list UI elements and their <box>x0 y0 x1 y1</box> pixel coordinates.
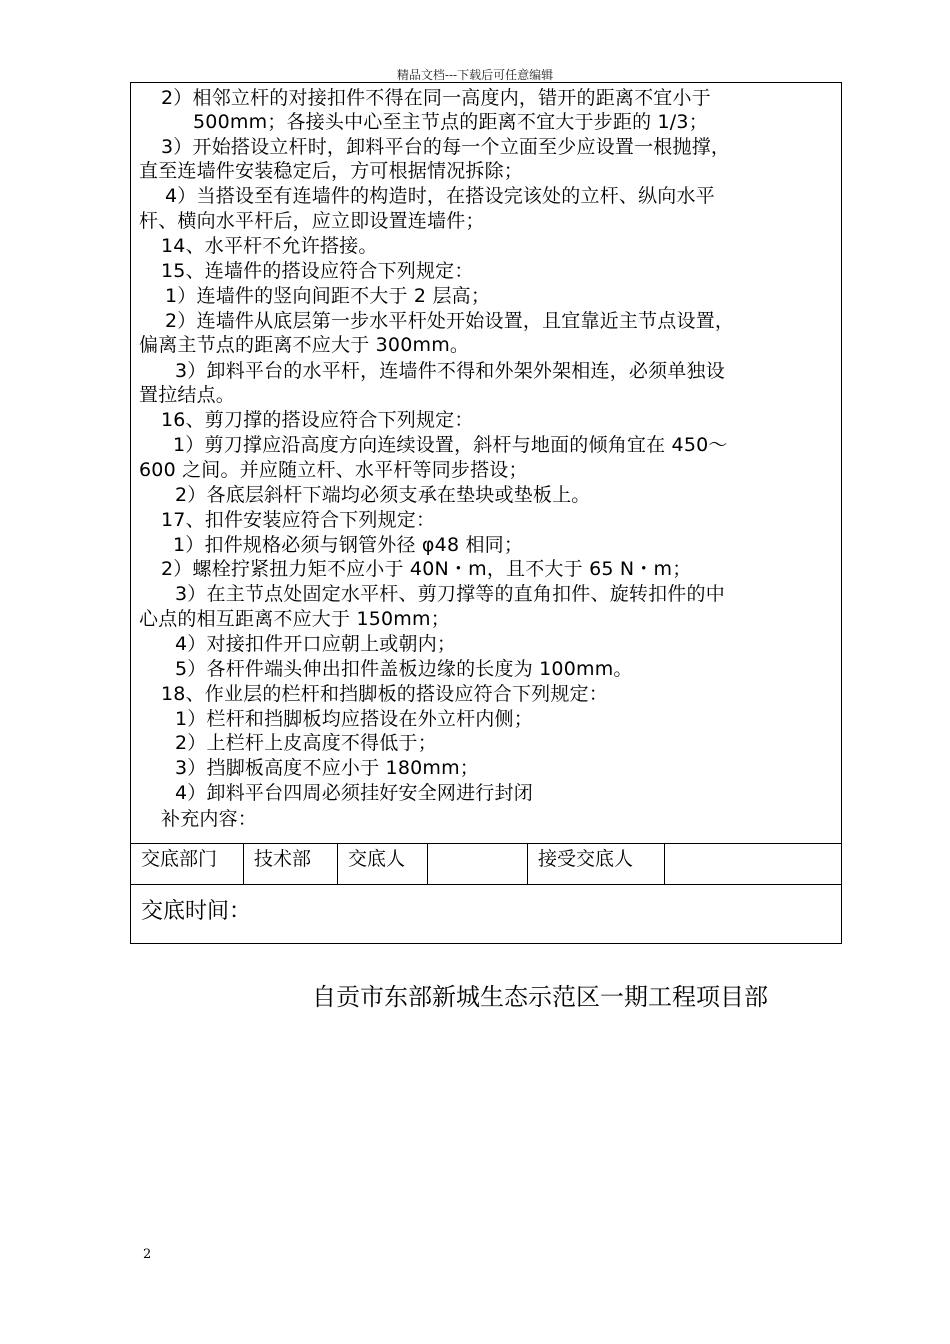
dept-value: 技术部 <box>244 844 338 884</box>
content-line: 2）相邻立杆的对接扣件不得在同一高度内，错开的距离不宜小于 <box>161 87 711 109</box>
person-label: 交底人 <box>338 844 428 884</box>
content-line: 15、连墙件的搭设应符合下列规定： <box>161 260 474 282</box>
content-line: 500mm；各接头中心至主节点的距离不宜大于步距的 1/3； <box>193 111 708 133</box>
content-line: 16、剪刀撑的搭设应符合下列规定： <box>161 409 474 431</box>
person-value <box>428 844 528 884</box>
content-line: 补充内容： <box>161 808 258 830</box>
content-line: 直至连墙件安装稳定后，方可根据情况拆除； <box>139 160 524 182</box>
content-line: 14、水平杆不允许搭接。 <box>161 235 378 257</box>
content-line: 1）剪刀撑应沿高度方向连续设置，斜杆与地面的倾角宜在 450～ <box>173 434 728 456</box>
receiver-value <box>665 844 841 884</box>
content-line: 3）挡脚板高度不应小于 180mm； <box>175 757 480 779</box>
disclosure-table <box>130 82 842 944</box>
content-line: 1）连墙件的竖向间距不大于 2 层高； <box>165 285 491 307</box>
time-row <box>131 883 841 943</box>
content-line: 2）各底层斜杆下端均必须支承在垫块或垫板上。 <box>175 484 591 506</box>
content-line: 5）各杆件端头伸出扣件盖板边缘的长度为 100mm。 <box>175 658 633 680</box>
content-line: 4）对接扣件开口应朝上或朝内； <box>175 633 457 655</box>
content-line: 1）栏杆和挡脚板均应搭设在外立杆内侧； <box>175 708 533 730</box>
content-line: 3）卸料平台的水平杆，连墙件不得和外架外架相连，必须单独设 <box>175 360 725 382</box>
page-header: 精品文档---下载后可任意编辑 <box>396 68 554 82</box>
content-cell <box>131 83 843 843</box>
content-line: 杆、横向水平杆后，应立即设置连墙件； <box>139 210 485 232</box>
content-line: 4）卸料平台四周必须挂好安全网进行封闭 <box>175 782 533 804</box>
content-line: 3）开始搭设立杆时，卸料平台的每一个立面至少应设置一根抛撑， <box>161 136 731 158</box>
content-line: 2）上栏杆上皮高度不得低于； <box>175 732 437 754</box>
content-line: 偏离主节点的距离不应大于 300mm。 <box>139 334 470 356</box>
content-line: 17、扣件安装应符合下列规定： <box>161 509 436 531</box>
dept-label: 交底部门 <box>131 844 244 884</box>
time-label: 交底时间： <box>141 899 252 924</box>
content-line: 18、作业层的栏杆和挡脚板的搭设应符合下列规定： <box>161 683 608 705</box>
organization-name: 自贡市东部新城生态示范区一期工程项目部 <box>312 983 768 1011</box>
content-line: 600 之间。并应随立杆、水平杆等同步搭设； <box>139 459 528 481</box>
content-line: 置拉结点。 <box>139 384 236 406</box>
receiver-label: 接受交底人 <box>528 844 665 884</box>
content-line: 3）在主节点处固定水平杆、剪刀撑等的直角扣件、旋转扣件的中 <box>175 583 725 605</box>
content-line: 2）螺栓拧紧扭力矩不应小于 40N・m，且不大于 65 N・m； <box>161 558 692 580</box>
sign-row <box>131 843 841 885</box>
content-line: 1）扣件规格必须与钢管外径 φ48 相同； <box>173 534 524 556</box>
content-line: 4）当搭设至有连墙件的构造时，在搭设完该处的立杆、纵向水平 <box>165 185 715 207</box>
content-line: 心点的相互距离不应大于 150mm； <box>139 608 450 630</box>
content-line: 2）连墙件从底层第一步水平杆处开始设置，且宜靠近主节点设置， <box>165 310 735 332</box>
page-number: 2 <box>143 1247 152 1262</box>
